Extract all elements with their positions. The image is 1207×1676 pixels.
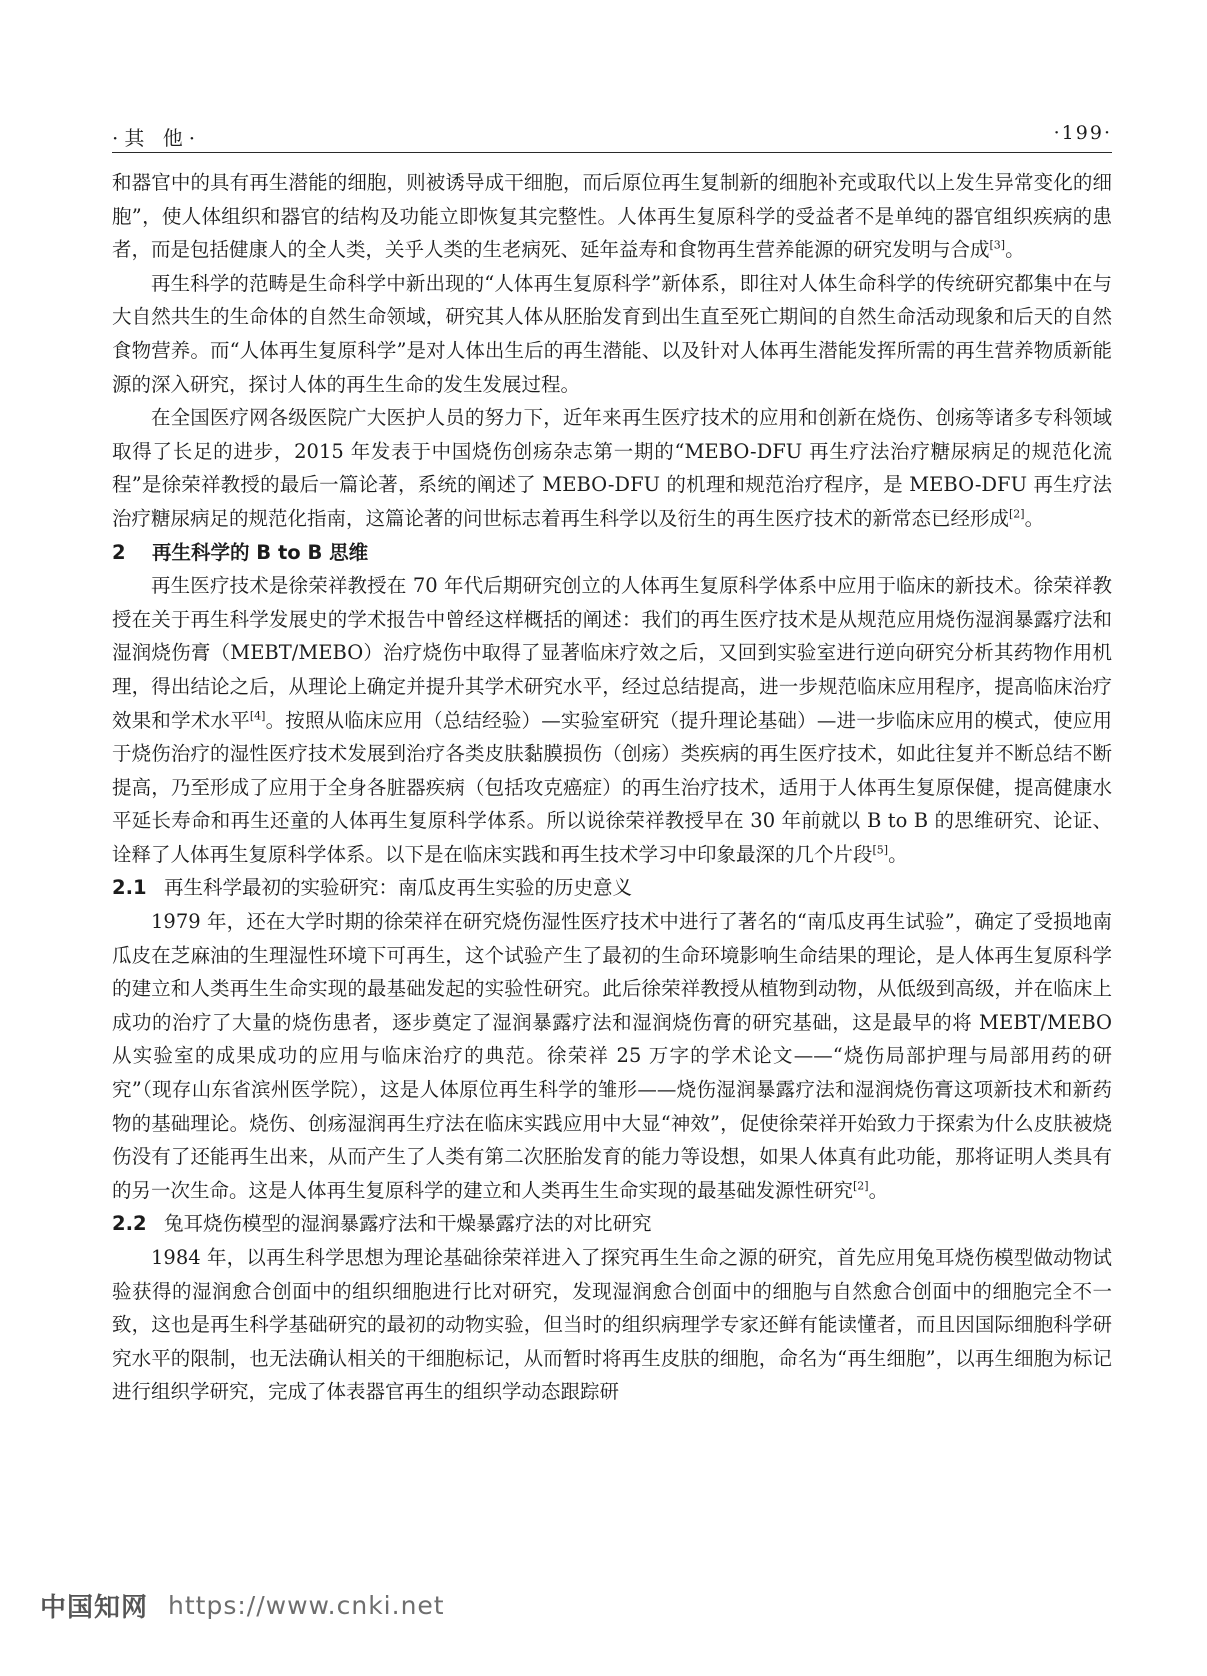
- paragraph: 再生科学的范畴是生命科学中新出现的“人体再生复原科学”新体系，即往对人体生命科学的传统研究都集中在与大自然共生的生命体的自然生命领域，研究其人体从胚胎发育到出生直至死亡期间的自然生命活动现象和后天的自然食物营养。而“人体再生复原科学”是对人体出生后的再生潜能、以及针对人体再生潜能发挥所需的再生营养物质新能源的深入研究，探讨人体的再生生命的发生发展过程。: [112, 271, 1112, 396]
- subsection-title: 兔耳烧伤模型的湿润暴露疗法和干燥暴露疗法的对比研究: [164, 1212, 652, 1236]
- article-body: [112, 166, 1112, 1409]
- citation-ref: [4]: [249, 709, 266, 722]
- cnki-watermark: [40, 1585, 445, 1625]
- subsection-title: 再生科学最初的实验研究：南瓜皮再生实验的历史意义: [164, 876, 633, 900]
- section-heading: [112, 536, 1112, 570]
- subsection-number: 2.1: [112, 876, 147, 900]
- paragraph: 1979 年，还在大学时期的徐荣祥在研究烧伤湿性医疗技术中进行了著名的“南瓜皮再生试验”，确定了受损地南瓜皮在芝麻油的生理湿性环境下可再生，这个试验产生了最初的生命环境影响生命结果的理论，是人体再生复原科学的建立和人类再生生命实现的最基础发起的实验性研究。此后徐荣祥教授从植物到动物，从低级到高级，并在临床上成功的治疗了大量的烧伤患者，逐步奠定了湿润暴露疗法和湿润烧伤膏的研究基础，这是最早的将 MEBT/MEBO 从实验室的成果成功的应用与临床治疗的典范。徐荣祥 25 万字的学术论文——“烧伤局部护理与局部用药的研究”（现存山东省滨州医学院），这是人体原位再生科学的雏形——烧伤湿润暴露疗法和湿润烧伤膏这项新技术和新药物的基础理论。烧伤、创疡湿润再生疗法在临床实践应用中大显“神效”，促使徐荣祥开始致力于探索为什么皮肤被烧伤没有了还能再生出来，从而产生了人类有第二次胚胎发育的能力等设想，如果人体真有此功能，那将证明人类具有的另一次生命。这是人体再生复原科学的建立和人类再生生命实现的最基础发源性研究[2]。: [112, 910, 1112, 1202]
- paragraph: 再生医疗技术是徐荣祥教授在 70 年代后期研究创立的人体再生复原科学体系中应用于临床的新技术。徐荣祥教授在关于再生科学发展史的学术报告中曾经这样概括的阐述：我们的再生医疗技术是从规范应用烧伤湿润暴露疗法和湿润烧伤膏（MEBT/MEBO）治疗烧伤中取得了显著临床疗效之后，又回到实验室进行逆向研究分析其药物作用机理，得出结论之后，从理论上确定并提升其学术研究水平，经过总结提高，进一步规范临床应用程序，提高临床治疗效果和学术水平[4]。按照从临床应用（总结经验）—实验室研究（提升理论基础）—进一步临床应用的模式，使应用于烧伤治疗的湿性医疗技术发展到治疗各类皮肤黏膜损伤（创疡）类疾病的再生医疗技术，如此往复并不断总结不断提高，乃至形成了应用于全身各脏器疾病（包括攻克癌症）的再生治疗技术，适用于人体再生复原保健，提高健康水平延长寿命和再生还童的人体再生复原科学体系。所以说徐荣祥教授早在 30 年前就以 B to B 的思维研究、论证、诠释了人体再生复原科学体系。以下是在临床实践和再生技术学习中印象最深的几个片段[5]。: [112, 574, 1112, 866]
- cnki-logo: 中国知网: [40, 1592, 149, 1623]
- paragraph: 在全国医疗网各级医院广大医护人员的努力下，近年来再生医疗技术的应用和创新在烧伤、创疡等诸多专科领域取得了长足的进步，2015 年发表于中国烧伤创疡杂志第一期的“MEBO-DFU 再生疗法治疗糖尿病足的规范化流程”是徐荣祥教授的最后一篇论著，系统的阐述了 MEBO-DFU 的机理和规范治疗程序，是 MEBO-DFU 再生疗法治疗糖尿病足的规范化指南，这篇论著的问世标志着再生科学以及衍生的再生医疗技术的新常态已经形成[2]。: [112, 406, 1112, 530]
- page-header: [112, 122, 1112, 148]
- page-number: ·199·: [1053, 122, 1112, 144]
- citation-ref: [2]: [1009, 507, 1025, 521]
- section-title: 再生科学的 B to B 思维: [152, 540, 369, 564]
- paragraph: 1984 年，以再生科学思想为理论基础徐荣祥进入了探究再生生命之源的研究，首先应用兔耳烧伤模型做动物试验获得的湿润愈合创面中的组织细胞进行比对研究，发现湿润愈合创面中的细胞与自然愈合创面中的细胞完全不一致，这也是再生科学基础研究的最初的动物实验，但当时的组织病理学专家还鲜有能读懂者，而且因国际细胞科学研究水平的限制，也无法确认相关的干细胞标记，从而暂时将再生皮肤的细胞，命名为“再生细胞”，以再生细胞为标记进行组织学研究，完成了体表器官再生的组织学动态跟踪研: [112, 1246, 1112, 1404]
- section-number: 2: [112, 540, 126, 564]
- subsection-heading: [112, 1207, 1112, 1241]
- subsection-number: 2.2: [112, 1212, 147, 1236]
- paragraph-continued: 和器官中的具有再生潜能的细胞，则被诱导成干细胞，而后原位再生复制新的细胞补充或取代以上发生异常变化的细胞”，使人体组织和器官的结构及功能立即恢复其完整性。人体再生复原科学的受益者不是单纯的器官组织疾病的患者，而是包括健康人的全人类，关乎人类的生老病死、延年益寿和食物再生营养能源的研究发明与合成[3]。: [112, 171, 1112, 262]
- running-head: ·其 他·: [112, 126, 202, 150]
- subsection-heading: [112, 871, 1112, 905]
- citation-ref: [2]: [853, 1179, 869, 1193]
- citation-ref: [3]: [989, 238, 1006, 252]
- header-rule: [112, 152, 1112, 153]
- cnki-url: https://www.cnki.net: [168, 1590, 445, 1620]
- citation-ref: [5]: [872, 843, 889, 857]
